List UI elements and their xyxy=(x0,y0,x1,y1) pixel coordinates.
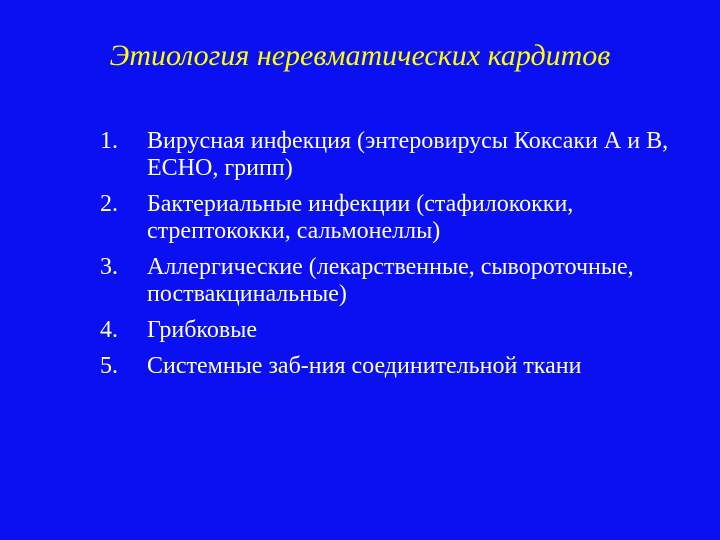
list-item-text: Грибковые xyxy=(147,317,257,343)
list-item-number: 5. xyxy=(100,353,118,379)
list-item-text: Бактериальные инфекции (стафилококки, стрептококки, сальмонеллы) xyxy=(147,191,574,244)
etiology-list xyxy=(100,128,697,389)
list-item-text: Аллергические (лекарственные, сывороточные, поствакцинальные) xyxy=(147,254,634,307)
list-item-number: 3. xyxy=(100,254,118,280)
list-item-number: 4. xyxy=(100,317,118,343)
list-item xyxy=(100,353,697,380)
list-item-number: 2. xyxy=(100,191,118,217)
list-item-text: Вирусная инфекция (энтеровирусы Коксаки А и В, ECHO, грипп) xyxy=(147,128,669,181)
list-item-text: Системные заб-ния соединительной ткани xyxy=(147,353,582,379)
list-item-number: 1. xyxy=(100,128,118,154)
slide-title: Этиология неревматических кардитов xyxy=(109,39,611,72)
list-item xyxy=(100,254,697,308)
list-item xyxy=(100,191,697,245)
list-item xyxy=(100,317,697,344)
list-item xyxy=(100,128,697,182)
